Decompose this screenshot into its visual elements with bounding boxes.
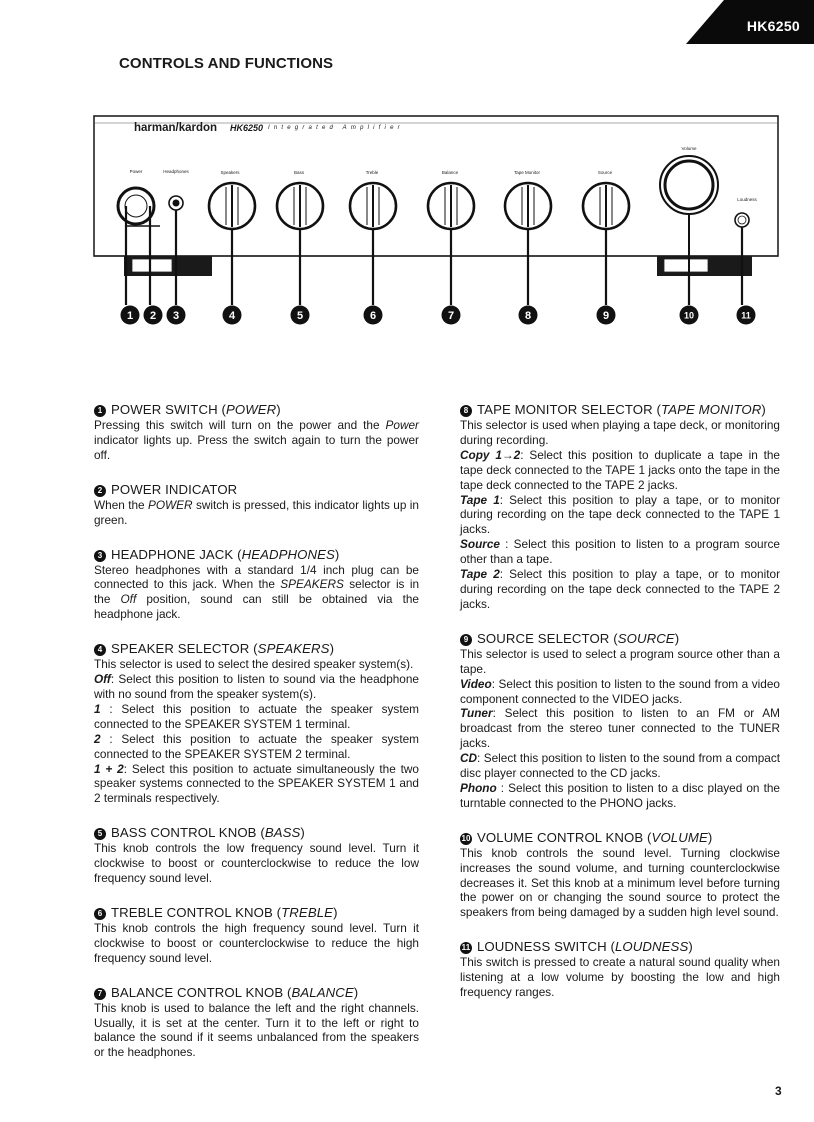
option-key: Phono <box>460 780 497 795</box>
section-heading <box>460 631 780 647</box>
brand-logo-text: harman/kardon <box>134 122 218 134</box>
label-bass: Bass <box>293 170 304 175</box>
option-text: : Select this position to listen to a disc played on the turntable connected to the PHONO jacks. <box>460 780 780 810</box>
balance-knob-graphic <box>428 183 474 229</box>
option-tuner <box>460 706 780 751</box>
option-text: : Select this position to listen to an FM or AM broadcast from the stereo tuner connected to the TUNER jacks. <box>460 706 780 751</box>
heading-key: TAPE MONITOR <box>661 402 762 417</box>
section-source-selector <box>460 631 780 811</box>
section-power-indicator <box>94 482 419 528</box>
heading-key: TREBLE <box>281 904 334 920</box>
body-text: Pressing this switch will turn on the power and the <box>94 418 386 432</box>
heading-close: ) <box>674 630 680 646</box>
section-intro: This selector is used when playing a tape deck, or monitoring during recording. <box>460 418 780 447</box>
section-heading <box>94 825 419 841</box>
body-italic: Power <box>385 418 419 432</box>
option-text: : Select this position to listen to sound via the headphone with no sound from the speaker system(s). <box>94 672 419 701</box>
heading-text: SOURCE SELECTOR ( <box>477 630 618 646</box>
section-treble-control <box>94 905 419 966</box>
option-tape-1 <box>460 493 780 538</box>
body-text: Stereo headphones with a standard 1/4 inch plug can be connected to this jack. When the <box>94 562 419 592</box>
heading-key: LOUDNESS <box>614 939 689 955</box>
heading-text: HEADPHONE JACK ( <box>111 546 242 562</box>
option-source <box>460 537 780 567</box>
heading-text: BALANCE CONTROL KNOB ( <box>111 984 292 1000</box>
section-loudness-switch <box>460 939 780 1000</box>
option-video <box>460 677 780 707</box>
heading-close: ) <box>334 546 340 562</box>
heading-text: POWER SWITCH ( <box>111 402 226 417</box>
heading-key: SOURCE <box>617 630 675 646</box>
label-volume: Volume <box>681 146 697 151</box>
amplifier-front-panel-illustration <box>0 105 814 337</box>
section-headphone-jack <box>94 547 419 623</box>
option-key: Copy 1→2 <box>460 447 521 462</box>
section-number: 2 <box>94 485 106 497</box>
section-number: 4 <box>94 644 106 656</box>
section-number: 11 <box>461 943 471 953</box>
right-column <box>460 402 780 1019</box>
option-key: 1 + 2 <box>94 761 124 776</box>
body-text: switch is pressed, this indicator lights up in green. <box>94 497 419 527</box>
section-heading <box>94 482 419 498</box>
callout-3: 3 <box>172 310 180 322</box>
section-body <box>94 563 419 623</box>
option-key: 2 <box>94 731 101 746</box>
heading-key: BASS <box>264 825 301 841</box>
label-headphones: Headphones <box>163 169 189 174</box>
section-heading <box>94 547 419 563</box>
option-1-plus-2 <box>94 762 419 807</box>
option-text: : Select this position to actuate simultaneously the two speaker systems connected to the SPEAKER SYSTEM 1 and 2 terminals respectively. <box>94 761 419 806</box>
callout-11: 11 <box>741 310 751 321</box>
left-column <box>94 402 419 1079</box>
section-number: 7 <box>94 988 106 1000</box>
label-balance: Balance <box>441 170 459 175</box>
option-key: CD <box>460 751 478 766</box>
model-tab <box>686 0 814 44</box>
option-phono <box>460 781 780 811</box>
section-bass-control <box>94 825 419 886</box>
label-source: Source <box>597 170 613 175</box>
option-key: Off <box>94 672 111 687</box>
body-text: indicator lights up. Press the switch again to turn the power off. <box>94 432 419 462</box>
option-key: Source <box>460 537 500 552</box>
option-text: : Select this position to listen to a program source other than a tape. <box>460 537 780 567</box>
heading-close: ) <box>707 829 713 845</box>
heading-close: ) <box>329 641 335 657</box>
section-body: This knob controls the sound level. Turning clockwise increases the sound volume, and turning counterclockwise decreases it. Set this knob at a minimum level before turning the power on or changing the sound source to protect the speakers from being damaged by a sudden high level sound. <box>460 845 780 920</box>
option-text: : Select this position to listen to the sound from a video component connected to the VIDEO jacks. <box>460 676 780 706</box>
option-tape-2 <box>460 567 780 612</box>
callout-2: 2 <box>149 310 157 322</box>
heading-text: TREBLE CONTROL KNOB ( <box>111 904 282 920</box>
option-copy <box>460 448 780 493</box>
section-number: 1 <box>94 405 106 417</box>
section-number: 10 <box>461 833 471 843</box>
section-body <box>94 418 419 463</box>
section-number: 9 <box>460 634 472 646</box>
option-text: : Select this position to duplicate a tape in the tape deck connected to the TAPE 1 jacks onto the tape in the tape deck connected to the TAPE 2 jacks. <box>460 447 780 492</box>
callout-5: 5 <box>296 310 304 322</box>
body-text: When the <box>94 497 148 512</box>
heading-text: LOUDNESS SWITCH ( <box>477 939 615 955</box>
heading-text: VOLUME CONTROL KNOB ( <box>477 829 652 845</box>
heading-key: BALANCE <box>291 984 354 1000</box>
heading-close: ) <box>353 984 359 1000</box>
section-body: This knob controls the low frequency sound level. Turn it clockwise to boost or counterclockwise to reduce the low frequency sound level. <box>94 841 419 886</box>
option-off <box>94 672 419 702</box>
section-number: 3 <box>94 550 106 562</box>
label-speakers: Speakers <box>220 170 240 175</box>
option-text: : Select this position to play a tape, or to monitor during recording on the tape deck connected to the TAPE 2 jacks. <box>460 567 780 611</box>
callout-9: 9 <box>602 310 610 322</box>
speakers-knob-graphic <box>209 183 255 229</box>
label-power: Power <box>129 169 143 174</box>
panel-model-text: HK6250 <box>230 123 264 133</box>
section-heading <box>94 402 419 418</box>
option-key: 1 <box>94 701 101 716</box>
heading-key: SPEAKERS <box>257 641 330 657</box>
heading-text: BASS CONTROL KNOB ( <box>111 825 265 841</box>
option-2 <box>94 732 419 762</box>
source-knob-graphic <box>583 183 629 229</box>
body-italic: POWER <box>148 497 193 512</box>
callout-4: 4 <box>228 310 236 322</box>
body-italic: SPEAKERS <box>280 577 344 592</box>
section-heading <box>460 830 780 846</box>
treble-knob-graphic <box>350 183 396 229</box>
heading-key: HEADPHONES <box>241 546 335 562</box>
section-heading <box>94 641 419 657</box>
callout-10: 10 <box>683 310 695 321</box>
option-text: : Select this position to actuate the speaker system connected to the SPEAKER SYSTEM 2 terminal. <box>94 731 419 761</box>
heading-text: POWER INDICATOR <box>111 481 238 497</box>
section-body: This switch is pressed to create a natural sound quality when listening at a low volume by boosting the low and high frequency ranges. <box>460 955 780 1000</box>
section-tape-monitor <box>460 402 780 612</box>
option-key: Video <box>460 676 492 691</box>
section-volume-control <box>460 830 780 921</box>
option-key: Tape 2 <box>460 567 500 582</box>
heading-text: TAPE MONITOR SELECTOR ( <box>477 402 662 417</box>
option-text: : Select this position to actuate the speaker system connected to the SPEAKER SYSTEM 1 terminal. <box>94 701 419 731</box>
label-loudness: Loudness <box>737 197 757 202</box>
section-speaker-selector <box>94 641 419 806</box>
callout-8: 8 <box>524 310 532 322</box>
page-title: CONTROLS AND FUNCTIONS <box>119 55 334 72</box>
section-intro: This selector is used to select a program source other than a tape. <box>460 646 780 676</box>
option-key: Tape 1 <box>460 492 500 507</box>
section-balance-control <box>94 985 419 1061</box>
power-switch-graphic <box>118 188 154 224</box>
heading-text: SPEAKER SELECTOR ( <box>111 641 258 657</box>
heading-close: ) <box>300 825 305 841</box>
callout-7: 7 <box>447 310 455 322</box>
section-heading <box>94 905 419 921</box>
section-intro: This selector is used to select the desired speaker system(s). <box>94 657 414 672</box>
callout-1: 1 <box>126 310 134 322</box>
headphone-jack-graphic <box>169 196 183 210</box>
heading-key: POWER <box>225 402 277 417</box>
section-heading <box>460 939 780 955</box>
page-number: 3 <box>775 1084 782 1098</box>
section-heading <box>460 402 780 418</box>
panel-tagline: Integrated Amplifier <box>268 125 404 131</box>
option-key: Tuner <box>460 706 493 721</box>
option-1 <box>94 702 419 732</box>
heading-close: ) <box>688 939 693 955</box>
callout-6: 6 <box>369 310 377 322</box>
option-text: : Select this position to play a tape, or to monitor during recording on the tape deck connected to the TAPE 1 jacks. <box>460 492 780 537</box>
section-number: 8 <box>460 405 472 417</box>
heading-close: ) <box>333 904 338 920</box>
heading-close: ) <box>761 402 766 417</box>
section-heading <box>94 985 419 1001</box>
body-text: position, sound can still be obtained via the headphone jack. <box>94 592 419 622</box>
body-italic: Off <box>120 592 137 607</box>
option-text: : Select this position to listen to the sound from a compact disc player connected to the CD jacks. <box>460 751 780 781</box>
loudness-switch-graphic <box>735 213 749 227</box>
section-body: This knob is used to balance the left and the right channels. Usually, it is set at the center. Turn it to the left or right to balance the sound if it seems unbalanced from the speakers or the headphones. <box>94 1000 419 1060</box>
section-body <box>94 498 419 528</box>
model-tab-label: HK6250 <box>746 18 800 34</box>
label-tape-monitor: Tape Monitor <box>513 170 540 175</box>
heading-close: ) <box>276 402 281 417</box>
bass-knob-graphic <box>277 183 323 229</box>
body-text: selector is in the <box>94 577 420 607</box>
section-body: This knob controls the high frequency sound level. Turn it clockwise to boost or counterclockwise to reduce the high frequency sound level. <box>94 920 419 965</box>
tape-monitor-knob-graphic <box>505 183 551 229</box>
label-treble: Treble <box>365 170 379 175</box>
heading-key: VOLUME <box>651 829 708 845</box>
section-number: 5 <box>94 828 106 840</box>
option-cd <box>460 751 780 781</box>
section-power-switch <box>94 402 419 463</box>
section-number: 6 <box>94 908 106 920</box>
callout-markers <box>121 306 756 325</box>
